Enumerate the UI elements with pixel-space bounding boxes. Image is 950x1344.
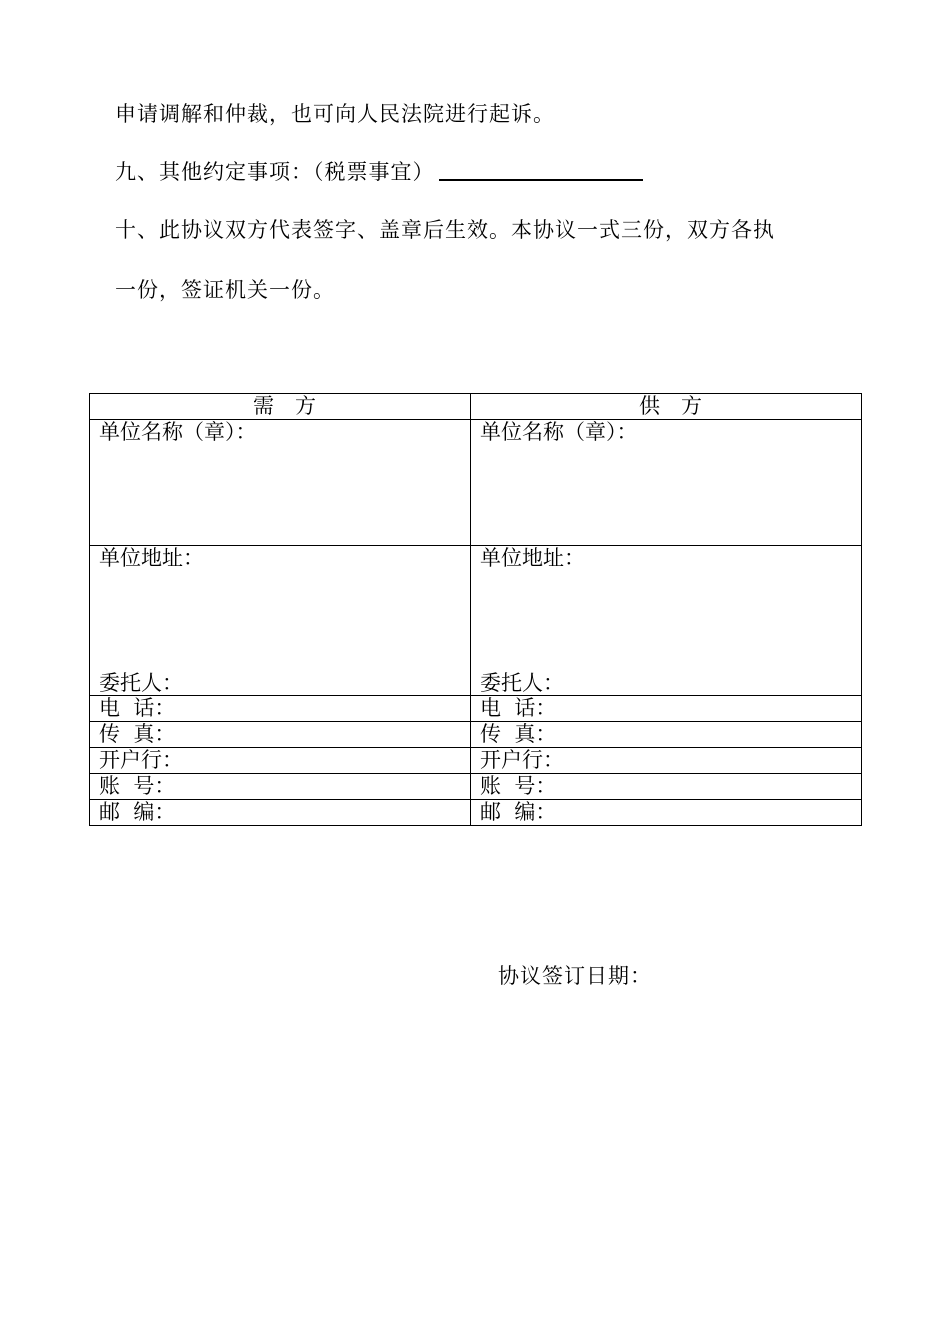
buyer-header: 需 方: [90, 394, 471, 420]
seller-fax-label: 传 真：: [480, 722, 557, 746]
buyer-account-label: 账 号：: [99, 774, 176, 798]
seller-account-label: 账 号：: [480, 774, 557, 798]
buyer-postcode-label: 邮 编：: [99, 800, 176, 824]
seller-postcode-cell[interactable]: [471, 800, 862, 826]
buyer-account-cell[interactable]: [90, 774, 471, 800]
seller-bank-cell[interactable]: [471, 748, 862, 774]
buyer-name-label: 单位名称（章）：: [99, 420, 257, 444]
buyer-fax-cell[interactable]: [90, 722, 471, 748]
buyer-name-cell[interactable]: [90, 420, 471, 546]
seller-address-label: 单位地址：: [480, 546, 585, 570]
seller-phone-cell[interactable]: [471, 696, 862, 722]
buyer-address-cell[interactable]: [90, 546, 471, 696]
seller-agent-label: 委托人：: [480, 671, 564, 695]
seller-phone-label: 电 话：: [480, 696, 557, 720]
buyer-bank-cell[interactable]: [90, 748, 471, 774]
buyer-bank-label: 开户行：: [99, 748, 183, 772]
fill-in-blank-line[interactable]: [439, 157, 643, 181]
clause-10-continuation: 一份，签证机关一份。: [115, 278, 335, 302]
seller-fax-cell[interactable]: [471, 722, 862, 748]
seller-bank-label: 开户行：: [480, 748, 564, 772]
clause-8-continuation: 申请调解和仲裁，也可向人民法院进行起诉。: [115, 102, 555, 126]
buyer-phone-label: 电 话：: [99, 696, 176, 720]
buyer-address-label: 单位地址：: [99, 546, 204, 570]
sign-date-label: 协议签订日期：: [498, 964, 652, 988]
seller-postcode-label: 邮 编：: [480, 800, 557, 824]
seller-header: 供 方: [471, 394, 862, 420]
seller-name-cell[interactable]: [471, 420, 862, 546]
seller-name-label: 单位名称（章）：: [480, 420, 638, 444]
buyer-fax-label: 传 真：: [99, 722, 176, 746]
buyer-agent-label: 委托人：: [99, 671, 183, 695]
clause-9-text: 九、其他约定事项：（税票事宜）: [115, 160, 435, 184]
buyer-postcode-cell[interactable]: [90, 800, 471, 826]
party-info-table: [89, 393, 862, 826]
clause-9: [115, 156, 643, 186]
buyer-phone-cell[interactable]: [90, 696, 471, 722]
seller-address-cell[interactable]: [471, 546, 862, 696]
seller-account-cell[interactable]: [471, 774, 862, 800]
clause-10: 十、此协议双方代表签字、盖章后生效。本协议一式三份，双方各执: [115, 218, 775, 242]
